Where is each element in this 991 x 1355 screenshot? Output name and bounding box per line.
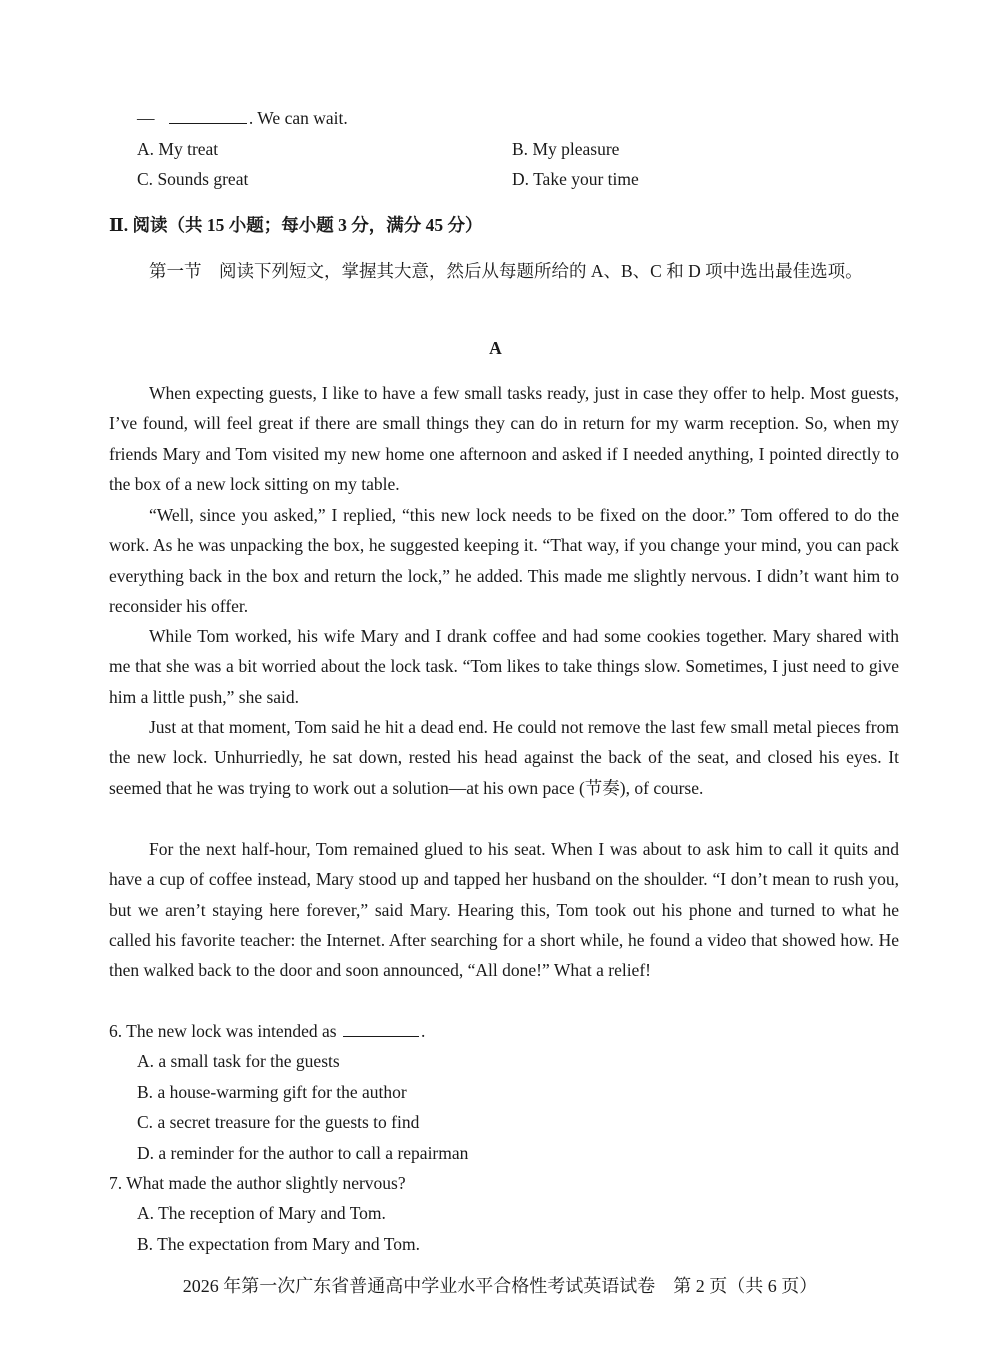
option-a xyxy=(137,139,218,160)
question-stem-end: . xyxy=(420,1021,426,1041)
option-text: Take your time xyxy=(533,169,639,189)
option-text: The expectation from Mary and Tom. xyxy=(157,1234,420,1254)
option-d xyxy=(512,169,639,190)
option-text: a secret treasure for the guests to find xyxy=(157,1112,420,1132)
paragraph-3: While Tom worked, his wife Mary and I drank coffee and had some cookies together. Mary shared with me that she was a bit worried about the lock task. “Tom likes to take things slow. Sometimes, I just need to give him a little push,” she said. xyxy=(109,626,899,707)
answer-blank xyxy=(343,1035,419,1037)
option-letter: C. xyxy=(137,1112,154,1132)
option-letter: D. xyxy=(137,1143,155,1163)
dialogue-line xyxy=(137,108,348,129)
option-text: a small task for the guests xyxy=(158,1051,340,1071)
q6-option-a xyxy=(137,1051,340,1072)
paragraph-4: Just at that moment, Tom said he hit a dead end. He could not remove the last few small metal pieces from the new lock. Unhurriedly, he sat down, rested his head against the back of the seat, and closed his eyes. It seemed that he was trying to work out a solution—at his own pace (节奏), of course. xyxy=(109,717,899,798)
q6-option-c xyxy=(137,1112,419,1133)
question-6 xyxy=(109,1021,425,1042)
option-letter: B. xyxy=(512,139,529,159)
option-letter: A. xyxy=(137,1051,155,1071)
passage-label: A xyxy=(489,338,502,358)
option-letter: B. xyxy=(137,1234,154,1254)
option-letter: B. xyxy=(137,1082,154,1102)
option-text: a reminder for the author to call a repairman xyxy=(158,1143,469,1163)
q6-option-d xyxy=(137,1143,468,1164)
question-stem: 6. The new lock was intended as xyxy=(109,1021,337,1041)
option-c xyxy=(137,169,248,190)
dialogue-dash: — xyxy=(137,108,155,128)
section-title: Ⅱ. 阅读（共 15 小题；每小题 3 分，满分 45 分） xyxy=(109,215,483,235)
option-text: My pleasure xyxy=(532,139,620,159)
paragraph-5: For the next half-hour, Tom remained glued to his seat. When I was about to ask him to call it quits and have a cup of coffee instead, Mary stood up and tapped her husband on the shoulder. “I don’t mean to rush you, but we aren’t staying here forever,” said Mary. Hearing this, Tom took out his phone and turned to what he called his favorite teacher: the Internet. After searching for a short while, he found a video that showed how. He then walked back to the door and soon announced, “All done!” What a relief! xyxy=(109,839,899,981)
q7-option-b xyxy=(137,1234,420,1255)
q7-option-a xyxy=(137,1203,386,1224)
page-footer: 2026 年第一次广东省普通高中学业水平合格性考试英语试卷 第 2 页（共 6 页） xyxy=(182,1276,818,1296)
option-b xyxy=(512,139,619,160)
option-text: My treat xyxy=(158,139,219,159)
answer-blank xyxy=(169,122,247,124)
question-7: 7. What made the author slightly nervous? xyxy=(109,1173,406,1193)
q6-option-b xyxy=(137,1082,407,1103)
option-text: Sounds great xyxy=(157,169,249,189)
option-text: a house-warming gift for the author xyxy=(157,1082,407,1102)
option-letter: D. xyxy=(512,169,530,189)
option-text: The reception of Mary and Tom. xyxy=(158,1203,386,1223)
option-letter: A. xyxy=(137,1203,155,1223)
paragraph-1: When expecting guests, I like to have a few small tasks ready, just in case they offer to help. Most guests, I’ve found, will feel great if there are small things they can do in return for my warm reception. So, when my friends Mary and Tom visited my new home one afternoon and asked if I needed anything, I pointed directly to the box of a new lock sitting on my table. xyxy=(109,383,899,494)
option-letter: C. xyxy=(137,169,154,189)
instruction: 第一节 阅读下列短文，掌握其大意，然后从每题所给的 A、B、C 和 D 项中选出最佳选项。 xyxy=(149,261,863,281)
paragraph-2: “Well, since you asked,” I replied, “this new lock needs to be fixed on the door.” Tom offered to do the work. As he was unpacking the box, he suggested keeping it. “That way, if you change your mind, you can pack everything back in the box and return the lock,” he added. This made me slightly nervous. I didn’t want him to reconsider his offer. xyxy=(109,505,899,616)
option-letter: A. xyxy=(137,139,155,159)
dialogue-text: . We can wait. xyxy=(248,108,348,128)
